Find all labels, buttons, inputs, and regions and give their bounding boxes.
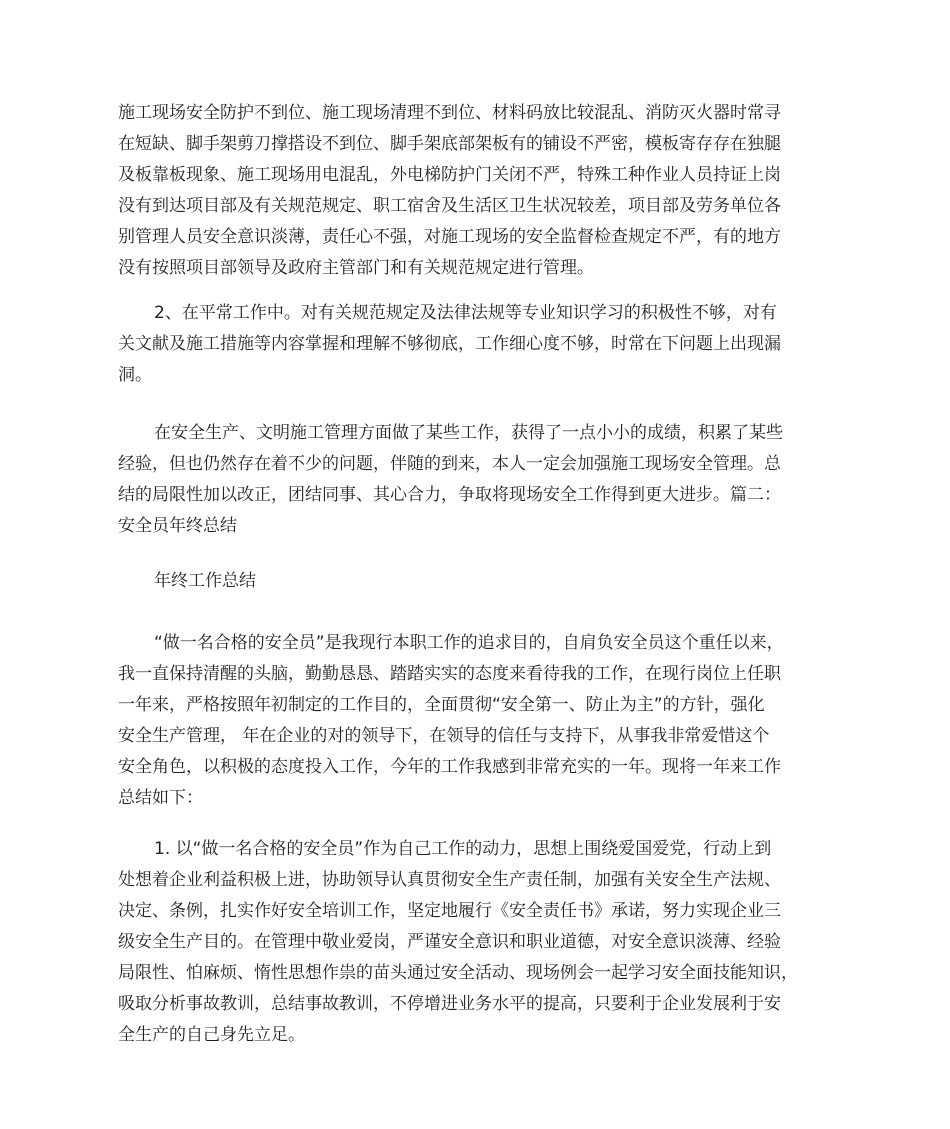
text-line: 决定、条例，扎实作好安全培训工作，坚定地履行《安全责任书》承诺，努力实现企业三 bbox=[118, 901, 781, 921]
text-line: 局限性、怕麻烦、惰性思想作祟的苗头通过安全活动、现场例会一起学习安全面技能知识， bbox=[118, 963, 798, 983]
paragraph-daily-work bbox=[118, 298, 838, 391]
text-line: 关文献及施工措施等内容掌握和理解不够彻底，工作细心度不够，时常在下问题上出现漏 bbox=[118, 334, 781, 354]
text-line: 1. 以“做一名合格的安全员”作为自己工作的动力，思想上围绕爱国爱党，行动上到 bbox=[154, 839, 772, 859]
text-line: 经验，但也仍然存在着不少的问题，伴随的到来，本人一定会加强施工现场安全管理。总 bbox=[118, 454, 781, 474]
heading-line: 年终工作总结 bbox=[154, 571, 256, 591]
text-line: 总结如下： bbox=[118, 788, 203, 808]
text-line: 及板靠板现象、施工现场用电混乱，外电梯防护门关闭不严，特殊工种作业人员持证上岗 bbox=[118, 165, 781, 185]
text-line: 一年来，严格按照年初制定的工作目的，全面贯彻“安全第一、防止为主”的方针，强化 bbox=[118, 695, 765, 715]
text-line: 在短缺、脚手架剪刀撑搭设不到位、脚手架底部架板有的铺设不严密，模板寄存存在独腿 bbox=[118, 134, 781, 154]
text-line: 级安全生产目的。在管理中敬业爱岗，严谨安全意识和职业道德，对安全意识淡薄、经验 bbox=[118, 932, 781, 952]
text-line: 安全生产管理， 年在企业的对的领导下，在领导的信任与支持下，从事我非常爱惜这个 bbox=[118, 726, 770, 746]
text-line: 处想着企业利益积极上进，协助领导认真贯彻安全生产责任制，加强有关安全生产法规、 bbox=[118, 870, 781, 890]
text-line: 安全角色，以积极的态度投入工作，今年的工作我感到非常充实的一年。现将一年来工作 bbox=[118, 757, 781, 777]
text-line: 我一直保持清醒的头脑，勤勤恳恳、踏踏实实的态度来看待我的工作，在现行岗位上任职 bbox=[118, 664, 781, 684]
text-line: 吸取分析事故教训，总结事故教训，不停增进业务水平的提高，只要利于企业发展利于安 bbox=[118, 994, 781, 1014]
paragraph-conclusion bbox=[118, 418, 838, 542]
text-line: 别管理人员安全意识淡薄，责任心不强，对施工现场的安全监督检查规定不严，有的地方 bbox=[118, 227, 781, 247]
text-line: 安全员年终总结 bbox=[118, 516, 237, 536]
text-line: 洞。 bbox=[118, 365, 152, 385]
paragraph-intro bbox=[118, 628, 838, 814]
text-line: “做一名合格的安全员”是我现行本职工作的追求目的，自肩负安全员这个重任以来， bbox=[154, 633, 784, 653]
text-line: 施工现场安全防护不到位、施工现场清理不到位、材料码放比较混乱、消防灭火器时常寻 bbox=[118, 103, 781, 123]
text-line: 在安全生产、文明施工管理方面做了某些工作，获得了一点小小的成绩，积累了某些 bbox=[154, 423, 783, 443]
text-line: 没有按照项目部领导及政府主管部门和有关规范规定进行管理。 bbox=[118, 258, 594, 278]
text-line: 2、在平常工作中。对有关规范规定及法律法规等专业知识学习的积极性不够，对有 bbox=[154, 303, 777, 323]
text-line: 结的局限性加以改正，团结同事、其心合力，争取将现场安全工作得到更大进步。篇二： bbox=[118, 485, 781, 505]
paragraph-item-1 bbox=[118, 834, 838, 1051]
paragraph-safety-issues bbox=[118, 98, 838, 284]
section-heading bbox=[118, 566, 838, 597]
text-line: 没有到达项目部及有关规范规定、职工宿舍及生活区卫生状况较差，项目部及劳务单位各 bbox=[118, 196, 781, 216]
text-line: 全生产的自己身先立足。 bbox=[118, 1025, 305, 1045]
